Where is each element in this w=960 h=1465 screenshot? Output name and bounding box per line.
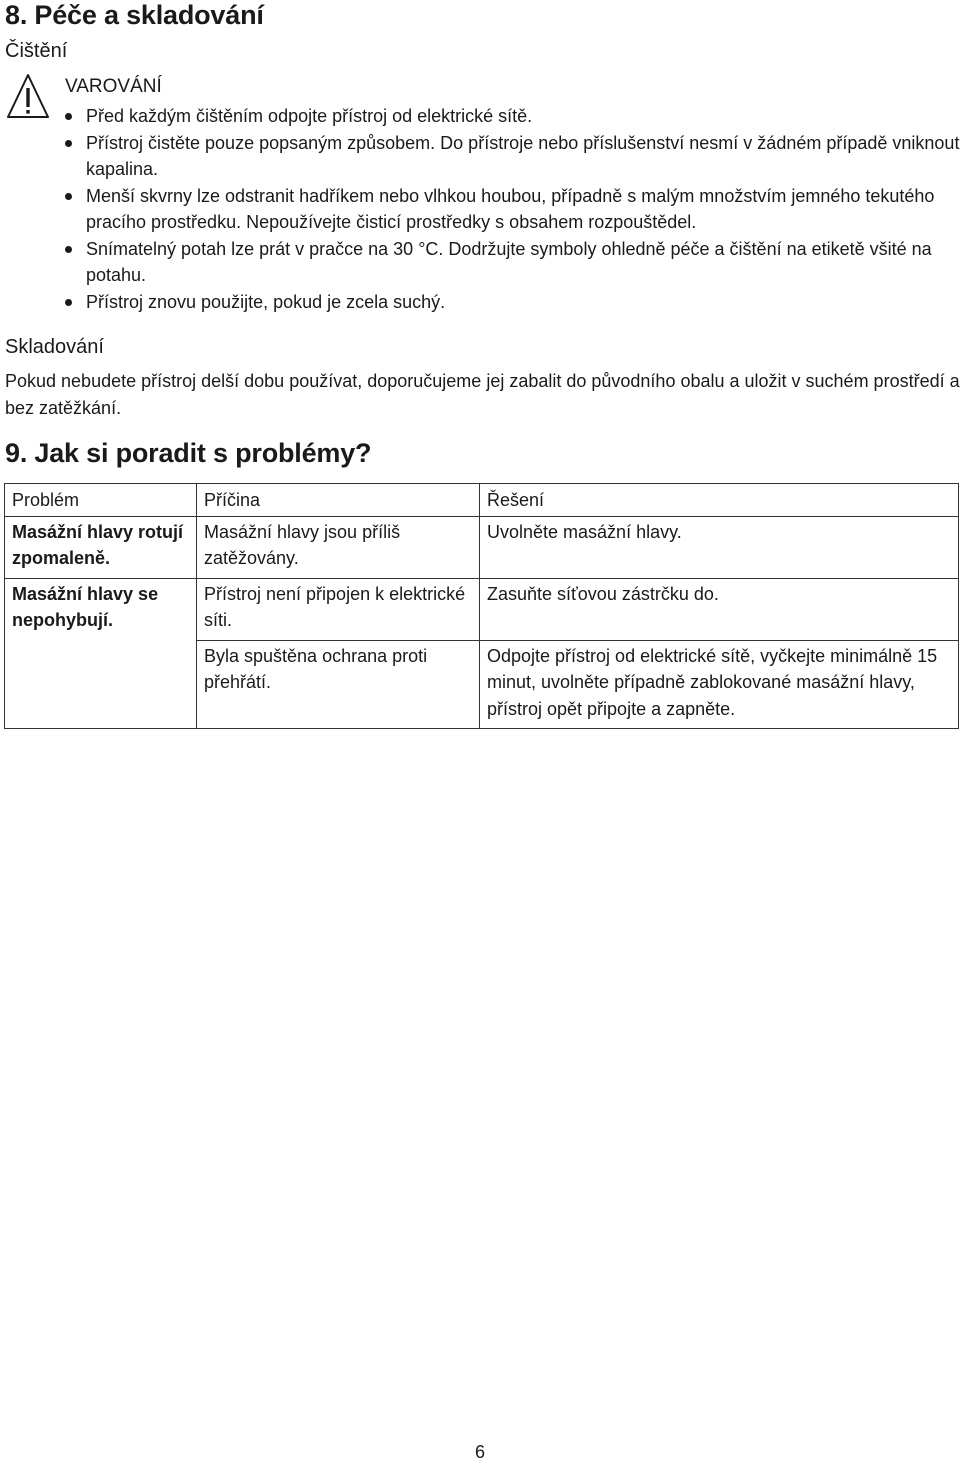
cell-solution: Zasuňte síťovou zástrčku do. <box>480 578 959 640</box>
warning-item: Snímatelný potah lze prát v pračce na 30 °C. Dodržujte symboly ohledně péče a čištění na etiketě všité na potahu. <box>65 236 960 289</box>
header-cause: Příčina <box>197 484 480 517</box>
warning-item: Přístroj znovu použijte, pokud je zcela suchý. <box>65 289 960 316</box>
cell-problem: Masážní hlavy rotují zpomaleně. <box>5 516 197 578</box>
warning-triangle-icon <box>6 72 50 120</box>
section-8-title: 8. Péče a skladování <box>5 0 264 30</box>
page-number: 6 <box>474 1442 485 1462</box>
warning-list <box>65 103 960 315</box>
warning-item: Menší skvrny lze odstranit hadříkem nebo vlhkou houbou, případně s malým množstvím jemného tekutého pracího prostředku. Nepoužívejte čisticí prostředky s obsahem rozpouštědel. <box>65 183 960 236</box>
section-9-title: 9. Jak si poradit s problémy? <box>5 438 372 468</box>
warning-title: VAROVÁNÍ <box>65 76 162 97</box>
table-header-row <box>5 484 959 517</box>
cell-solution: Odpojte přístroj od elektrické sítě, vyčkejte minimálně 15 minut, uvolněte případně zablokované masážní hlavy, přístroj opět připojte a zapněte. <box>480 640 959 729</box>
storage-text: Pokud nebudete přístroj delší dobu používat, doporučujeme jej zabalit do původního obalu a uložit v suchém prostředí a bez zatěžkání. <box>5 371 960 418</box>
cell-problem: Masážní hlavy se nepohybují. <box>5 578 197 729</box>
header-problem: Problém <box>5 484 197 517</box>
warning-item: Přístroj čistěte pouze popsaným způsobem. Do přístroje nebo příslušenství nesmí v žádném případě vniknout kapalina. <box>65 130 960 183</box>
storage-heading: Skladování <box>5 336 104 358</box>
table-row <box>5 516 959 578</box>
cleaning-heading: Čištění <box>5 40 68 62</box>
cell-cause: Byla spuštěna ochrana proti přehřátí. <box>197 640 480 729</box>
troubleshooting-table <box>4 483 959 729</box>
header-solution: Řešení <box>480 484 959 517</box>
warning-item: Před každým čištěním odpojte přístroj od elektrické sítě. <box>65 103 960 130</box>
cell-cause: Přístroj není připojen k elektrické síti. <box>197 578 480 640</box>
cell-cause: Masážní hlavy jsou příliš zatěžovány. <box>197 516 480 578</box>
cell-solution: Uvolněte masážní hlavy. <box>480 516 959 578</box>
table-row <box>5 578 959 640</box>
